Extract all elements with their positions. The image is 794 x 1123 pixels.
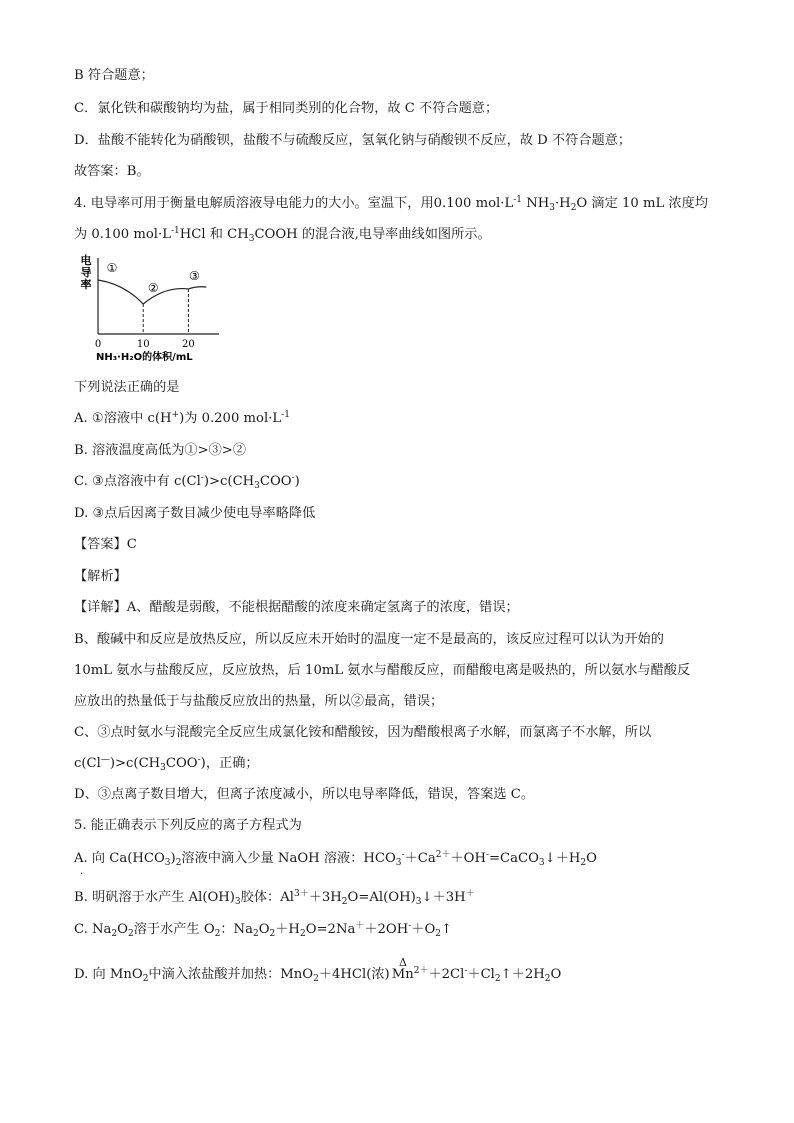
- point-label: ②: [147, 281, 159, 295]
- q5-option-b: B. 明矾溶于水产生 $Al(OH)_3$胶体：$Al^{3+}+3H_2O=Al(OH)_3↓+3H^+$: [74, 889, 475, 907]
- q4-option-a: A. ①溶液中 c(H+)为 0.200 $mol\cdot L^{-1}$: [74, 410, 290, 426]
- q4-analysis-label: 【解析】: [74, 569, 127, 584]
- x-tick-label: 10: [136, 339, 150, 350]
- q4-stem-line1: 4. 电导率可用于衡量电解质溶液导电能力的大小。室温下，用0.100 $mol\cdot L^{-1}$ $NH_3\cdot H_2O$ 滴定 10 mL 浓度均: [74, 195, 708, 213]
- heat-delta-symbol: Δ: [399, 956, 407, 969]
- q5-stem: 5. 能正确表示下列反应的离子方程式为: [74, 818, 302, 833]
- y-axis-label-char: 导: [80, 266, 92, 279]
- q4-explanation-c1: C、③点时氨水与混酸完全反应生成氯化铵和醋酸铵，因为醋酸根离子水解，而氯离子不水解，所以: [74, 725, 652, 740]
- q4-explanation-a: 【详解】A、醋酸是弱酸，不能根据醋酸的浓度来确定氢离子的浓度，错误；: [74, 600, 519, 615]
- q4-explanation-b1: B、酸碱中和反应是放热反应，所以反应未开始时的温度一定不是最高的，该反应过程可以认为开始的: [74, 632, 664, 647]
- point-label: ③: [189, 269, 200, 283]
- q4-stem-line2: 为 0.100 $mol\cdot L^{-1}HCl$ 和 $CH_3COOH$ 的混合液,电导率曲线如图所示。: [74, 226, 491, 244]
- q4-explanation-c2: $c(Cl^—)>c(CH_3COO^-)$，正确；: [74, 755, 259, 773]
- q4-option-c: C. ③点溶液中有 $c(Cl^-)>c(CH_3COO^-)$: [74, 473, 300, 491]
- q4-prompt: 下列说法正确的是: [74, 380, 180, 395]
- q4-explanation-d: D、③点离子数目增大，但离子浓度减小，所以电导率降低，错误，答案选 C。: [74, 787, 535, 802]
- q3-option-b: B 符合题意；: [74, 68, 154, 83]
- q4-explanation-b3: 应放出的热量低于与盐酸反应放出的热量，所以②最高，错误；: [74, 694, 444, 709]
- q4-option-b: B. 溶液温度高低为①>③>②: [74, 443, 247, 458]
- q5-option-a: A. 向 $Ca(HCO_3)_2$溶液中滴入少量 NaOH 溶液：$HCO_3^-+Ca^{2+}+OH^-=CaCO_3↓+H_2O$: [74, 850, 597, 868]
- y-axis-label-char: 电: [80, 254, 92, 267]
- conductivity-chart-svg: [74, 252, 224, 364]
- x-tick-label: 0: [94, 339, 102, 350]
- stray-dot: ·: [80, 869, 84, 880]
- q4-answer: 【答案】C: [74, 537, 137, 552]
- q4-explanation-b2: 10mL 氨水与盐酸反应，反应放热，后 10mL 氨水与醋酸反应，而醋酸电离是吸热的，所以氨水与醋酸反: [74, 663, 691, 678]
- conductivity-chart: [74, 252, 224, 368]
- y-axis-label-char: 率: [80, 278, 92, 291]
- point-label: ①: [106, 261, 118, 275]
- x-tick-label: 20: [182, 339, 195, 350]
- q5-option-d: D. 向 MnO$_2$中滴入浓盐酸并加热：MnO$_2$＋4HCl(浓) $Mn^{2+}+2Cl^-+Cl_2↑+2H_2O$: [74, 966, 562, 984]
- q3-answer: 故答案：B。: [74, 164, 150, 179]
- x-axis-label: NH₃·H₂O的体积/mL: [96, 352, 193, 363]
- q3-option-d: D．盐酸不能转化为硝酸钡，盐酸不与硫酸反应，氢氧化钠与硝酸钡不反应，故 D 不符合题意；: [74, 133, 632, 148]
- q4-option-d: D. ③点后因离子数目减少使电导率略降低: [74, 506, 316, 521]
- q5-option-c: C. $Na_2O_2$溶于水产生 $O_2$：$Na_2O_2+H_2O=2Na^++2OH^-+O_2↑$: [74, 921, 453, 939]
- q3-option-c: C．氯化铁和碳酸钠均为盐，属于相同类别的化合物，故 C 不符合题意；: [74, 101, 499, 116]
